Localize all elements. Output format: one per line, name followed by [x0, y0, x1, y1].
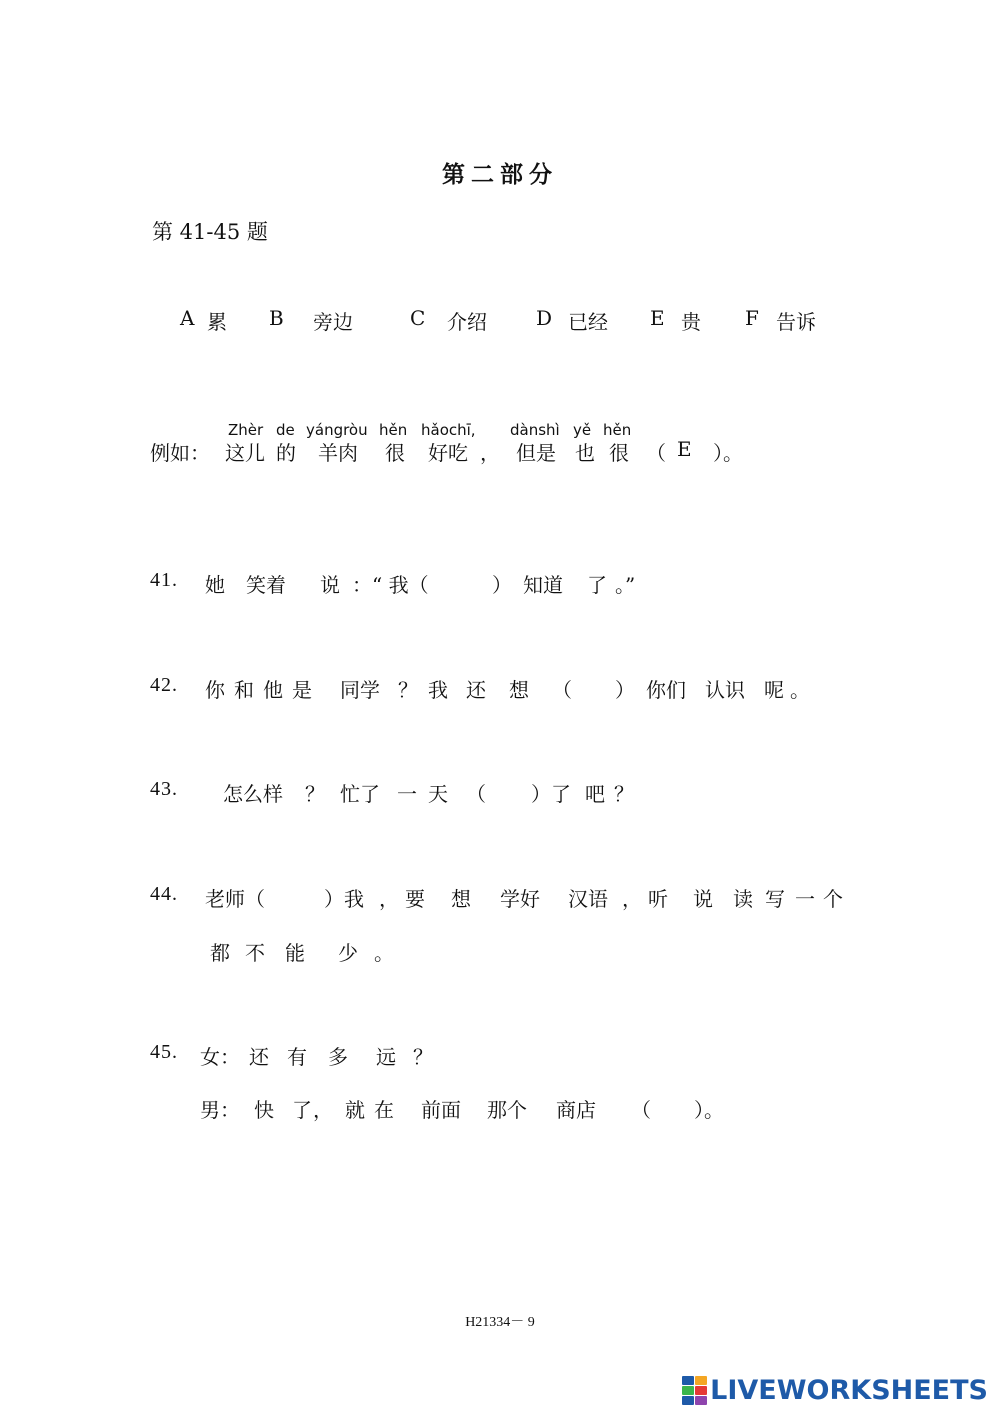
question-word: ？	[614, 782, 634, 806]
question-word: 要	[405, 887, 425, 911]
question-word: 商店	[556, 1098, 596, 1122]
example-answer: E	[677, 437, 692, 461]
question-word: ？	[305, 782, 325, 806]
question-word: 就	[345, 1098, 365, 1122]
question-word: ，	[622, 887, 642, 911]
question-word: 了	[587, 573, 607, 597]
page-title: 第二部分	[442, 161, 558, 188]
question-word: 是	[292, 678, 312, 702]
question-word: 想	[509, 678, 529, 702]
option-word-b: 旁边	[313, 310, 353, 334]
question-number: 41.	[150, 569, 178, 591]
question-word: 还	[249, 1045, 269, 1069]
question-word: 能	[285, 941, 305, 965]
question-word: 那个	[487, 1098, 527, 1122]
question-number: 43.	[150, 778, 178, 800]
question-word: ）了	[531, 782, 571, 806]
logo-square	[695, 1376, 707, 1385]
question-word: ？	[413, 1045, 433, 1069]
question-word: 同学	[340, 678, 380, 702]
question-word: 读	[733, 887, 753, 911]
question-word: 说	[693, 887, 713, 911]
example-word: ，	[480, 441, 500, 465]
option-word-d: 已经	[568, 310, 608, 334]
example-word: 但是	[516, 441, 556, 465]
question-word: 男：	[200, 1098, 240, 1122]
question-word: （	[552, 678, 572, 702]
question-word: （	[631, 1098, 651, 1122]
option-letter-c: C	[410, 306, 426, 330]
question-word: 。	[790, 678, 810, 702]
question-word: ：“ 我（	[352, 573, 429, 597]
logo-square	[695, 1386, 707, 1395]
page-footer: H21334－ 9	[465, 1315, 535, 1330]
example-word: 这儿	[225, 441, 265, 465]
question-word: 有	[287, 1045, 307, 1069]
question-number: 45.	[150, 1041, 178, 1063]
question-word: 在	[374, 1098, 394, 1122]
example-word: 很	[385, 441, 405, 465]
option-word-f: 告诉	[776, 310, 816, 334]
question-word: 。”	[615, 573, 636, 597]
question-word: 汉语	[568, 887, 608, 911]
option-word-e: 贵	[681, 310, 701, 334]
question-word: 说	[320, 573, 340, 597]
question-word: 远	[376, 1045, 396, 1069]
question-word: 你	[205, 678, 225, 702]
question-word: 她	[205, 573, 225, 597]
option-word-c: 介绍	[447, 310, 487, 334]
question-word: 他	[263, 678, 283, 702]
question-word: 一	[795, 887, 815, 911]
question-word: 你们	[646, 678, 686, 702]
question-word: 快	[254, 1098, 274, 1122]
question-word: ）	[492, 573, 512, 597]
example-word: 羊肉	[318, 441, 358, 465]
example-word: 好吃	[428, 441, 468, 465]
question-word: 和	[234, 678, 254, 702]
question-word: ）我	[324, 887, 364, 911]
question-word: 一	[397, 782, 417, 806]
pinyin: Zhèr	[228, 421, 264, 439]
question-word: 学好	[500, 887, 540, 911]
option-letter-b: B	[269, 306, 284, 330]
question-word: 前面	[421, 1098, 461, 1122]
pinyin: de	[276, 421, 295, 439]
question-word: ？	[398, 678, 418, 702]
question-word: 吧	[585, 782, 605, 806]
question-number: 44.	[150, 883, 178, 905]
question-word: 不	[245, 941, 265, 965]
pinyin: hǎochī,	[421, 421, 476, 439]
brand-watermark	[682, 1374, 988, 1406]
question-word: 知道	[523, 573, 563, 597]
example-word: 也	[575, 441, 595, 465]
option-word-a: 累	[207, 310, 227, 334]
question-number: 42.	[150, 674, 178, 696]
question-word: 我	[428, 678, 448, 702]
example-word: 很	[609, 441, 629, 465]
example-word: （	[646, 441, 666, 465]
question-word: 忙了	[340, 782, 380, 806]
question-word: 写	[765, 887, 785, 911]
option-letter-d: D	[536, 306, 553, 330]
logo-square	[695, 1396, 707, 1405]
question-word: 老师（	[205, 887, 265, 911]
question-word: 天	[428, 782, 448, 806]
option-letter-a: A	[180, 306, 195, 330]
section-heading: 第 41-45 题	[152, 220, 268, 244]
option-letter-f: F	[745, 306, 759, 330]
question-word: 。	[374, 941, 394, 965]
brand-name: LIVEWORKSHEETS	[710, 1374, 988, 1406]
question-word: 少	[338, 941, 358, 965]
question-word: 都	[210, 941, 230, 965]
liveworksheets-logo-icon	[682, 1376, 706, 1404]
pinyin: hěn	[603, 421, 632, 439]
example-word: 的	[276, 441, 296, 465]
question-word: 多	[328, 1045, 348, 1069]
question-word: ）	[615, 678, 635, 702]
question-word: 笑着	[246, 573, 286, 597]
question-word: ）。	[694, 1098, 724, 1122]
option-letter-e: E	[650, 306, 665, 330]
question-word: 怎么样	[223, 782, 283, 806]
question-word: 个	[823, 887, 843, 911]
question-word: 了	[292, 1098, 312, 1122]
question-word: 听	[648, 887, 668, 911]
question-word: 想	[451, 887, 471, 911]
example-word: ）。	[713, 441, 743, 465]
question-word: ，	[379, 887, 399, 911]
pinyin: dànshì	[510, 421, 560, 439]
question-word: ，	[313, 1098, 333, 1122]
question-word: （	[466, 782, 486, 806]
example-label: 例如：	[150, 441, 210, 465]
pinyin: hěn	[379, 421, 408, 439]
question-word: 女：	[200, 1045, 240, 1069]
question-word: 还	[466, 678, 486, 702]
logo-square	[682, 1396, 694, 1405]
logo-square	[682, 1376, 694, 1385]
pinyin: yángròu	[306, 421, 368, 439]
question-word: 呢	[764, 678, 784, 702]
question-word: 认识	[705, 678, 745, 702]
pinyin: yě	[573, 421, 592, 439]
logo-square	[682, 1386, 694, 1395]
